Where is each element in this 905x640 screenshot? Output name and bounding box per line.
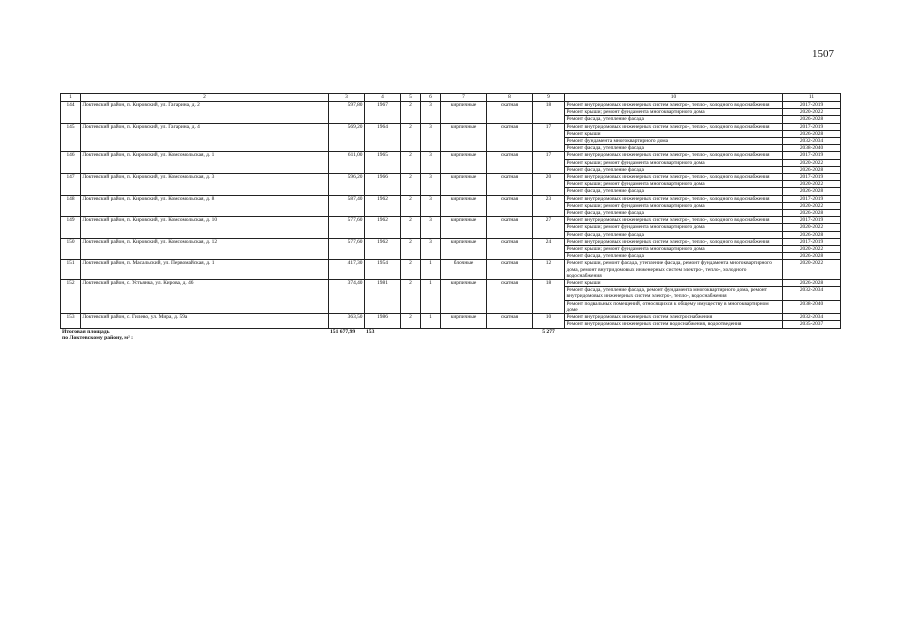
roof-type: скатная [487,260,533,280]
repair-period: 2017-2019 [783,123,841,130]
wall-material: кирпичные [441,195,487,217]
table-row [61,102,841,109]
repair-period: 2017-2019 [783,102,841,109]
wall-material: кирпичные [441,280,487,314]
row-number: 148 [61,195,81,217]
roof-type: скатная [487,314,533,328]
repair-period: 2020-2022 [783,202,841,209]
address: Локтевский район, п. Кировский, ул. Комсомольская, д. 8 [81,195,329,217]
floors: 2 [401,152,421,174]
total-area: 363,50 [329,314,365,328]
build-year: 1981 [365,280,401,314]
total-area: 577,60 [329,238,365,260]
repair-work: Ремонт крыши; ремонт фундамента многоквартирного дома [565,224,783,231]
repair-period: 2026-2028 [783,116,841,123]
entrances: 3 [421,195,441,217]
wall-material: блочные [441,260,487,280]
wall-material: кирпичные [441,102,487,124]
repair-work: Ремонт фасада, утепление фасада [565,253,783,260]
build-year: 1962 [365,195,401,217]
repair-work: Ремонт внутридомовых инженерных систем электро-, тепло-, холодного водоснабжения [565,238,783,245]
entrances: 3 [421,152,441,174]
table-row [61,238,841,245]
repair-period: 2032-2034 [783,138,841,145]
repair-period: 2038-2040 [783,300,841,313]
repair-work: Ремонт крыши, ремонт фасада, утепление фасада, ремонт фундамента многоквартирного дома, ремонт внутридомовых инженерных систем электро-, тепло-, холодного водоснабжения [565,260,783,280]
housing-repair-table [60,93,841,341]
address: Локтевский район, п. Кировский, ул. Гагарина, д. 4 [81,123,329,152]
build-year: 1965 [365,152,401,174]
floors: 2 [401,314,421,328]
column-number-2: 2 [81,94,329,102]
repair-work: Ремонт фасада, утепление фасада [565,145,783,152]
wall-material: кирпичные [441,314,487,328]
build-year: 1962 [365,217,401,239]
residents-count: 27 [533,217,565,239]
column-number-1: 1 [61,94,81,102]
floors: 2 [401,260,421,280]
repair-work: Ремонт внутридомовых инженерных систем электро-, тепло-, холодного водоснабжения [565,195,783,202]
roof-type: скатная [487,238,533,260]
total-row [61,328,841,341]
wall-material: кирпичные [441,217,487,239]
row-number: 146 [61,152,81,174]
entrances: 1 [421,280,441,314]
repair-period: 2020-2022 [783,181,841,188]
repair-period: 2017-2019 [783,217,841,224]
repair-work: Ремонт крыши; ремонт фундамента многоквартирного дома [565,159,783,166]
repair-work: Ремонт крыши; ремонт фундамента многоквартирного дома [565,109,783,116]
residents-count: 17 [533,152,565,174]
row-number: 144 [61,102,81,124]
total-count: 5 277 [533,328,565,341]
repair-work: Ремонт фасада, утепление фасада, ремонт фундамента многоквартирного дома, ремонт внутридомовых инженерных систем электро-, тепло-, водоснабжения [565,287,783,300]
repair-work: Ремонт внутридомовых инженерных систем электро-, тепло-, холодного водоснабжения [565,123,783,130]
repair-period: 2017-2019 [783,195,841,202]
residents-count: 17 [533,123,565,152]
total-area: 417,30 [329,260,365,280]
table-row [61,174,841,181]
total-area: 577,60 [329,217,365,239]
repair-work: Ремонт крыши; ремонт фундамента многоквартирного дома [565,181,783,188]
column-number-11: 11 [783,94,841,102]
roof-type: скатная [487,123,533,152]
repair-work: Ремонт фасада, утепление фасада [565,210,783,217]
address: Локтевский район, с. Гилево, ул. Мира, д. 59а [81,314,329,328]
floors: 2 [401,102,421,124]
repair-work: Ремонт внутридомовых инженерных систем электро-, тепло-, холодного водоснабжения [565,174,783,181]
column-number-6: 6 [421,94,441,102]
table-row [61,217,841,224]
residents-count: 23 [533,195,565,217]
page-number: 1507 [812,48,834,60]
build-year: 1962 [365,238,401,260]
row-number: 145 [61,123,81,152]
repair-period: 2035-2037 [783,321,841,328]
address: Локтевский район, п. Кировский, ул. Гагарина, д. 2 [81,102,329,124]
entrances: 3 [421,217,441,239]
wall-material: кирпичные [441,152,487,174]
repair-period: 2026-2028 [783,210,841,217]
repair-work: Ремонт внутридомовых инженерных систем электро-, тепло-, холодного водоснабжения [565,217,783,224]
floors: 2 [401,195,421,217]
repair-period: 2020-2022 [783,246,841,253]
build-year: 1986 [365,314,401,328]
roof-type: скатная [487,195,533,217]
repair-work: Ремонт крыши [565,130,783,137]
total-area: 596,20 [329,174,365,196]
repair-work: Ремонт крыши; ремонт фундамента многоквартирного дома [565,202,783,209]
residents-count: 18 [533,102,565,124]
column-number-row [61,94,841,102]
repair-work: Ремонт фундамента многоквартирного дома [565,138,783,145]
wall-material: кирпичные [441,174,487,196]
repair-period: 2017-2019 [783,174,841,181]
entrances: 3 [421,123,441,152]
address: Локтевский район, п. Кировский, ул. Комсомольская, д. 1 [81,152,329,174]
roof-type: скатная [487,102,533,124]
repair-work: Ремонт внутридомовых инженерных систем электро-, тепло-, холодного водоснабжения [565,152,783,159]
residents-count: 20 [533,174,565,196]
wall-material: кирпичные [441,123,487,152]
row-number: 147 [61,174,81,196]
repair-work: Ремонт внутридомовых инженерных систем электроснабжения [565,314,783,321]
repair-period: 2032-2034 [783,314,841,321]
repair-period: 2032-2034 [783,287,841,300]
residents-count: 18 [533,280,565,314]
repair-period: 2038-2040 [783,145,841,152]
entrances: 1 [421,260,441,280]
build-year: 1967 [365,102,401,124]
repair-period: 2020-2022 [783,224,841,231]
entrances: 1 [421,314,441,328]
repair-work: Ремонт фасада, утепление фасада [565,116,783,123]
residents-count: 24 [533,238,565,260]
row-number: 149 [61,217,81,239]
repair-work: Ремонт фасада, утепление фасада [565,188,783,195]
build-year: 1954 [365,260,401,280]
roof-type: скатная [487,280,533,314]
total-year-sum: 153 [365,328,401,341]
total-area: 597,80 [329,102,365,124]
build-year: 1964 [365,123,401,152]
address: Локтевский район, п. Кировский, ул. Комсомольская, д. 10 [81,217,329,239]
repair-work: Ремонт фасада, утепление фасада [565,166,783,173]
floors: 2 [401,174,421,196]
total-label: Итоговая площадь по Локтевскому району, м² : [61,328,329,341]
table-row [61,152,841,159]
address: Локтевский район, с. Устьянка, ул. Кирова, д. 46 [81,280,329,314]
repair-period: 2017-2019 [783,152,841,159]
roof-type: скатная [487,174,533,196]
repair-period: 2026-2028 [783,130,841,137]
floors: 2 [401,217,421,239]
build-year: 1966 [365,174,401,196]
repair-period: 2026-2028 [783,253,841,260]
repair-period: 2026-2028 [783,231,841,238]
repair-period: 2017-2019 [783,238,841,245]
row-number: 151 [61,260,81,280]
total-area: 569,20 [329,123,365,152]
address: Локтевский район, п. Кировский, ул. Комсомольская, д. 12 [81,238,329,260]
column-number-3: 3 [329,94,365,102]
roof-type: скатная [487,217,533,239]
address: Локтевский район, п. Кировский, ул. Комсомольская, д. 3 [81,174,329,196]
roof-type: скатная [487,152,533,174]
floors: 2 [401,238,421,260]
address: Локтевский район, п. Масальский, ул. Первомайская, д. 1 [81,260,329,280]
repair-period: 2026-2028 [783,166,841,173]
table-row [61,260,841,280]
column-number-9: 9 [533,94,565,102]
table-row [61,314,841,321]
repair-work: Ремонт подвальных помещений, относящихся к общему имуществу в многоквартирном доме [565,300,783,313]
table-row [61,195,841,202]
residents-count: 12 [533,260,565,280]
column-number-4: 4 [365,94,401,102]
floors: 2 [401,123,421,152]
total-area: 611,00 [329,152,365,174]
repair-period: 2020-2022 [783,159,841,166]
total-area: 587,40 [329,195,365,217]
table-row [61,280,841,287]
repair-work: Ремонт внутридомовых инженерных систем водоснабжения, водоотведения [565,321,783,328]
column-number-7: 7 [441,94,487,102]
repair-period: 2026-2028 [783,280,841,287]
row-number: 152 [61,280,81,314]
repair-period: 2020-2022 [783,109,841,116]
column-number-10: 10 [565,94,783,102]
repair-work: Ремонт фасада, утепление фасада [565,231,783,238]
column-number-5: 5 [401,94,421,102]
residents-count: 10 [533,314,565,328]
repair-work: Ремонт крыши [565,280,783,287]
repair-period: 2026-2028 [783,188,841,195]
row-number: 150 [61,238,81,260]
wall-material: кирпичные [441,238,487,260]
repair-period: 2020-2022 [783,260,841,280]
row-number: 153 [61,314,81,328]
table-row [61,123,841,130]
total-area: 151 677,99 [329,328,365,341]
entrances: 3 [421,174,441,196]
repair-work: Ремонт крыши; ремонт фундамента многоквартирного дома [565,246,783,253]
floors: 2 [401,280,421,314]
column-number-8: 8 [487,94,533,102]
total-area: 374,40 [329,280,365,314]
entrances: 3 [421,102,441,124]
entrances: 3 [421,238,441,260]
repair-work: Ремонт внутридомовых инженерных систем электро-, тепло-, холодного водоснабжения [565,102,783,109]
